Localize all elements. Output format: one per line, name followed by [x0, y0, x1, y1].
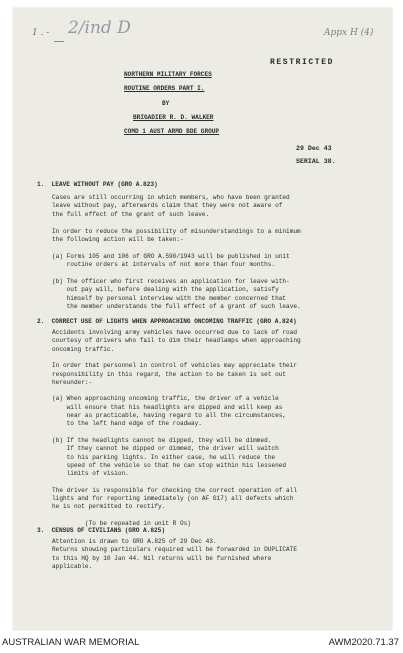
- item3-line: to this HQ by 10 Jan 44. Nil returns will be furnished where: [52, 554, 272, 562]
- item2-line: In order that personnel in control of vehicles may appreciate their: [52, 362, 298, 370]
- item3-line: Attention is drawn to GRO A.825 of 29 Dec 43.: [52, 538, 217, 545]
- item3-line: applicable.: [52, 563, 93, 571]
- item1-line: leave without pay, afterwards claim that they were not aware of: [52, 202, 283, 210]
- header-commander: BRIGADIER R. D. WALKER: [133, 114, 214, 121]
- archive-footer: [0, 631, 403, 653]
- item1-line: himself by personal interview with the member concerned that: [52, 294, 287, 302]
- header-title: NORTHERN MILITARY FORCES: [124, 71, 212, 78]
- item1-line: the following action will be taken:-: [52, 236, 184, 243]
- item2-line: speed of the vehicle so that he can stop within his lessened: [52, 461, 287, 469]
- item1-line: the full effect of the grant of such leave.: [52, 210, 210, 218]
- classification-stamp: RESTRICTED: [270, 58, 335, 67]
- item2-line: (b) If the headlights cannot be dipped, they will be dimmed.: [52, 436, 272, 444]
- item2-line: will ensure that his headlights are dipped and will keep as: [52, 403, 283, 411]
- item1-line: (a) Forms 105 and 106 of GRO A.590/1943 will be published in unit: [52, 252, 290, 260]
- header-by: BY: [162, 100, 170, 107]
- item2-line: hereunder:-: [52, 378, 93, 386]
- item1-line: the member understands the full effect of a grant of such leave.: [52, 303, 301, 311]
- item2-line: lights and for reporting immediately (on AF G17) all defects which: [52, 495, 294, 502]
- order-serial: SERIAL 38.: [296, 158, 336, 165]
- item-1-heading: 1. LEAVE WITHOUT PAY (GRO A.823): [37, 181, 158, 188]
- item2-line: limits of vision.: [52, 470, 129, 478]
- item2-line: near as practicable, having regard to all the circumstances,: [52, 412, 287, 419]
- footer-accession: AWM2020.71.37: [328, 637, 399, 648]
- item1-line: In order to reduce the possibility of misunderstandings to a minimum: [52, 227, 301, 235]
- item1-line: (b) The officer who first receives an application for leave with-: [52, 278, 290, 285]
- item1-line: out pay will, before dealing with the application, satisfy: [52, 286, 279, 294]
- header-command: COMD 1 AUST ARMD BDE GROUP: [124, 128, 220, 135]
- item2-line: to the left hand edge of the roadway.: [52, 420, 202, 428]
- item-2-heading: 2. CORRECT USE OF LIGHTS WHEN APPROACHING ONCOMING TRAFFIC (GRO A.824): [37, 318, 297, 325]
- header-subtitle: ROUTINE ORDERS PART I.: [124, 85, 205, 92]
- item2-line: he is not permitted to rectify.: [52, 503, 166, 511]
- handwritten-stroke: [54, 41, 64, 42]
- item-3-heading: 3. CENSUS OF CIVILIANS (GRO A.825): [37, 527, 165, 534]
- handwritten-corner-mark: 1 . -: [32, 28, 50, 38]
- item2-line: (To be repeated in unit R Os): [52, 519, 191, 527]
- handwritten-top-note: 2/ind D: [68, 18, 131, 38]
- item2-line: The driver is responsible for checking the correct operation of all: [52, 486, 298, 494]
- item1-line: Cases are still occurring in which members, who have been granted: [52, 194, 290, 201]
- item2-line: responsibility in this regard, the action to be taken is set out: [52, 370, 287, 378]
- footer-institution: AUSTRALIAN WAR MEMORIAL: [2, 637, 140, 648]
- order-date: 29 Dec 43: [296, 145, 332, 152]
- item1-line: routine orders at intervals of not more than four months.: [52, 261, 276, 269]
- item2-line: courtesy of drivers who fail to dim their headlamps when approaching: [52, 337, 301, 345]
- handwritten-appx-note: Appx H (4): [324, 28, 374, 38]
- item2-line: If they cannot be dipped or dimmed, the driver will switch: [52, 445, 279, 453]
- item3-line: Returns showing particulars required will be forwarded in DUPLICATE: [52, 546, 298, 554]
- item2-line: (a) When approaching oncoming traffic, the driver of a vehicle: [52, 395, 279, 403]
- item2-line: to his parking lights. In either case, he will reduce the: [52, 453, 276, 461]
- item2-line: Accidents involving army vehicles have occurred due to lack of road: [52, 329, 298, 336]
- item2-line: oncoming traffic.: [52, 345, 115, 353]
